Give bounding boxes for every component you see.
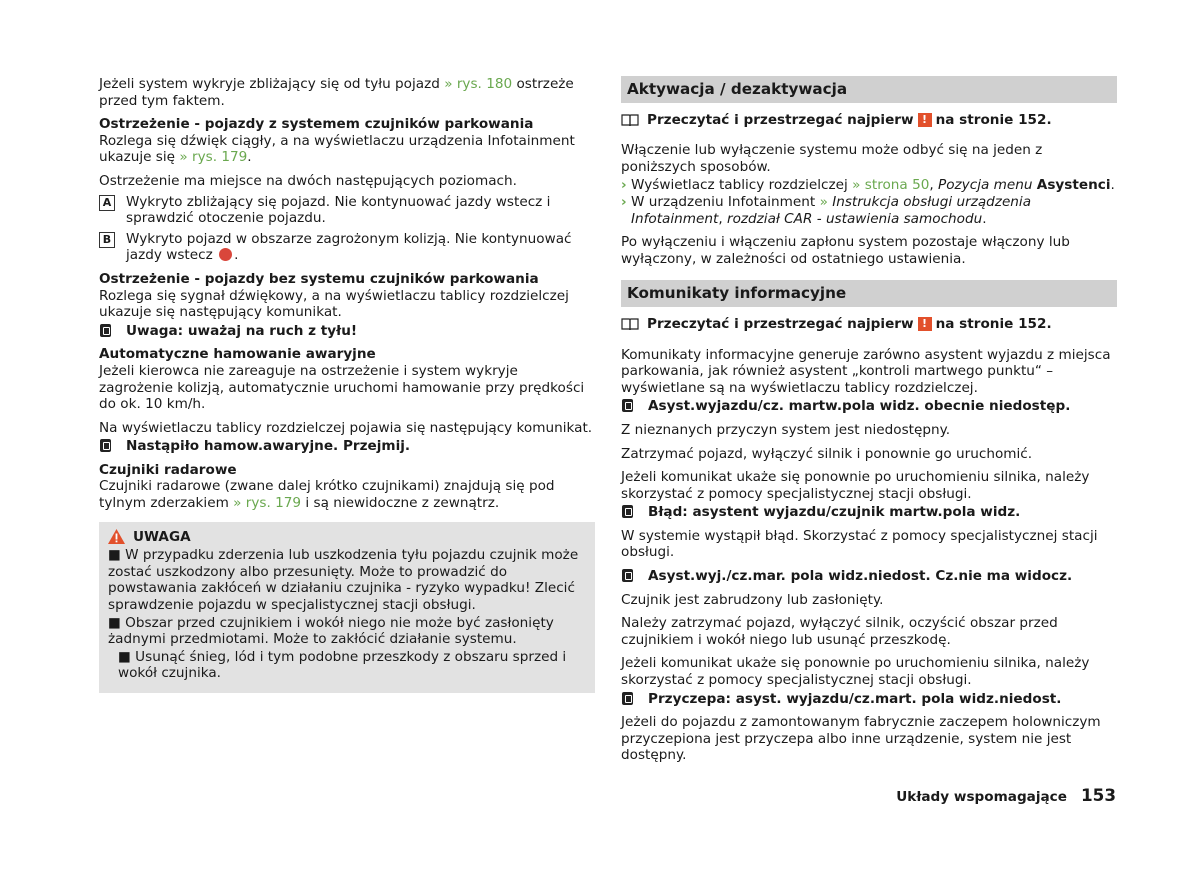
messages-text: Komunikaty informacyjne generuje zarówno asystent wyjazdu z miejsca parkowania, jak również asystent „kontroli martwego punktu“ – wyświetlane są na wyświetlaczu tablicy rozdzielczej.	[621, 346, 1111, 396]
radar-sensors-text: Czujniki radarowe (zwane dalej krótko czujnikami) znajdują się pod tylnym zderzakiem » rys. 179 i są niewidoczne z zewnątrz.	[99, 478, 555, 512]
warning-exclamation-icon: !	[918, 317, 932, 331]
levels-intro: Ostrzeżenie ma miejsce na dwóch następujących poziomach.	[99, 172, 517, 189]
manual-link[interactable]: »	[819, 193, 828, 210]
warning-sub-bullet: ■ Usunąć śnieg, lód i tym podobne przeszkody z obszaru sprzed i wokół czujnika.	[118, 648, 567, 682]
right-column: Aktywacja / dezaktywacja Przeczytać i przestrzegać najpierw ! na stronie 152. Włączenie lub wyłączenie systemu może odbyć się na jeden z poniższych sposobów. › Wyświetlacz tablicy rozdzielczej » strona 50, Pozycja menu Asystenci. › W urządzeniu Infotainment » Instrukcja obsługi urządzenia Infotainment, rozdział CAR - ustawienia samochodu. Po wyłączeniu i włączeniu zapłonu system pozostaje włączony lub wyłączony, w zależności od ostatniego ustawienia. Komunikaty informacyjne Przeczytać i przestrzegać najpierw ! na stronie 152. Komunikaty informacyjne generuje zarówno asystent wyjazdu z miejsca parkowania, jak również asystent „kontroli martwego punktu“ – wyświetlane są na wyświetlaczu tablicy rozdzielczej. Asyst.wyjazdu/cz. martw.pola widz. obecnie niedostęp. Z nieznanych przyczyn system jest niedostępny. Zatrzymać pojazd, wyłączyć silnik i ponownie go uruchomić. Jeżeli komunikat ukaże się ponownie po uruchomieniu silnika, należy skorzystać z pomocy specjalistycznej stacji obsługi. Błąd: asystent wyjazdu/czujnik martw.pola widz. W systemie wystąpił błąd. Skorzystać z pomocy specjalistycznej stacji obsługi. Asyst.wyj./cz.mar. pola widz.niedost. Cz.nie ma widocz. Czujnik jest zabrudzony lub zasłonięty. Należy zatrzymać pojazd, wyłączyć silnik, oczyścić obszar przed czujnikiem i wokół niego lub usunąć przeszkodę. Jeżeli komunikat ukaże się ponownie po uruchomieniu silnika, należy skorzystać z pomocy specjalistycznej stacji obsługi. Przyczepa: asyst. wyjazdu/cz.mart. pola widz.niedost. Jeżeli do pojazdu z zamontowanym fabrycznie zaczepem holowniczym przyczepiona jest przyczepa albo inne urządzenie, system nie jest dostępny.	[621, 76, 1117, 771]
level-a-item: A Wykryto zbliżający się pojazd. Nie kontynuować jazdy wstecz i sprawdzić otoczenie pojazdu.	[99, 194, 595, 227]
figure-link[interactable]: » rys. 180	[444, 76, 513, 92]
display-message: Błąd: asystent wyjazdu/czujnik martw.pola widz.	[621, 504, 1117, 521]
chapter-title: Układy wspomagające	[896, 789, 1067, 805]
display-icon	[100, 324, 111, 337]
display-icon	[622, 569, 633, 582]
arrow-icon: ›	[621, 177, 627, 194]
display-icon	[622, 692, 633, 705]
warning-no-sensors-text: Rozlega się sygnał dźwiękowy, a na wyświetlaczu tablicy rozdzielczej ukazuje się następujący komunikat.	[99, 287, 569, 321]
page-number: 153	[1080, 785, 1116, 805]
display-message: Asyst.wyj./cz.mar. pola widz.niedost. Cz.nie ma widocz.	[621, 568, 1117, 585]
display-message: Przyczepa: asyst. wyjazdu/cz.mart. pola widz.niedost.	[621, 691, 1117, 708]
auto-braking-heading: Automatyczne hamowanie awaryjne	[99, 346, 376, 363]
page-link[interactable]: » strona 50	[852, 177, 930, 194]
section-title-messages: Komunikaty informacyjne	[621, 280, 1117, 307]
warning-no-sensors-heading: Ostrzeżenie - pojazdy bez systemu czujników parkowania	[99, 270, 539, 287]
option-item: › Wyświetlacz tablicy rozdzielczej » strona 50, Pozycja menu Asystenci.	[621, 177, 1115, 194]
warning-bullet: ■ W przypadku zderzenia lub uszkodzenia tyłu pojazdu czujnik może zostać uszkodzony albo przesunięty. Może to prowadzić do powstawania zakłóceń w działaniu czujnika - ryzyko wypadku! Zlecić sprawdzenie pojazdu w specjalistycznej stacji obsługi.	[108, 547, 579, 614]
display-icon	[622, 399, 633, 412]
warning-exclamation-icon: !	[918, 113, 932, 127]
page-reference[interactable]: na stronie 152.	[935, 315, 1052, 332]
display-message: Nastąpiło hamow.awaryjne. Przejmij.	[99, 438, 595, 455]
intro-paragraph: Jeżeli system wykryje zbliżający się od tyłu pojazd » rys. 180 ostrzeże przed tym faktem.	[99, 76, 574, 109]
section-title-activation: Aktywacja / dezaktywacja	[621, 76, 1117, 103]
arrow-icon: ›	[621, 193, 627, 210]
level-b-item: B Wykryto pojazd w obszarze zagrożonym kolizją. Nie kontynuować jazdy wstecz .	[99, 231, 595, 264]
warning-triangle-icon	[108, 529, 125, 544]
book-icon	[621, 113, 639, 127]
read-first-note: Przeczytać i przestrzegać najpierw ! na stronie 152.	[621, 112, 1117, 129]
level-b-key: B	[99, 232, 115, 248]
warning-parking-sensors-heading: Ostrzeżenie - pojazdy z systemem czujników parkowania	[99, 116, 534, 133]
activation-text: Włączenie lub wyłączenie systemu może odbyć się na jeden z poniższych sposobów.	[621, 142, 1043, 175]
display-message: Uwaga: uważaj na ruch z tyłu!	[99, 323, 595, 340]
page-footer	[896, 787, 1116, 806]
read-first-note: Przeczytać i przestrzegać najpierw ! na stronie 152.	[621, 316, 1117, 333]
page-reference[interactable]: na stronie 152.	[935, 111, 1052, 128]
figure-link[interactable]: » rys. 179	[233, 495, 302, 512]
figure-link[interactable]: » rys. 179	[179, 149, 248, 166]
warning-bullet: ■ Obszar przed czujnikiem i wokół niego nie może być zasłonięty żadnymi przedmiotami. Może to zakłócić działanie systemu.	[108, 614, 554, 648]
option-item: › W urządzeniu Infotainment » Instrukcja obsługi urządzenia Infotainment, rozdział CAR - ustawienia samochodu.	[621, 193, 1032, 227]
radar-sensors-heading: Czujniki radarowe	[99, 461, 237, 478]
display-message: Asyst.wyjazdu/cz. martw.pola widz. obecnie niedostęp.	[621, 398, 1117, 415]
left-column	[99, 76, 595, 693]
display-icon	[622, 505, 633, 518]
activation-text-2: Po wyłączeniu i włączeniu zapłonu system pozostaje włączony lub wyłączony, w zależności od ostatniego ustawienia.	[621, 234, 1070, 267]
auto-braking-text-2: Na wyświetlaczu tablicy rozdzielczej pojawia się następujący komunikat.	[99, 419, 593, 436]
book-icon	[621, 317, 639, 331]
level-a-key: A	[99, 195, 115, 211]
stop-icon	[219, 248, 232, 261]
display-icon	[100, 439, 111, 452]
warning-header: UWAGA	[108, 529, 586, 546]
warning-parking-sensors-text: Rozlega się dźwięk ciągły, a na wyświetlaczu urządzenia Infotainment ukazuje się » rys. 179.	[99, 132, 575, 166]
auto-braking-text: Jeżeli kierowca nie zareaguje na ostrzeżenie i system wykryje zagrożenie kolizją, automatycznie uruchomi hamowanie przy prędkości do ok. 10 km/h.	[99, 362, 585, 413]
warning-box	[99, 522, 595, 693]
